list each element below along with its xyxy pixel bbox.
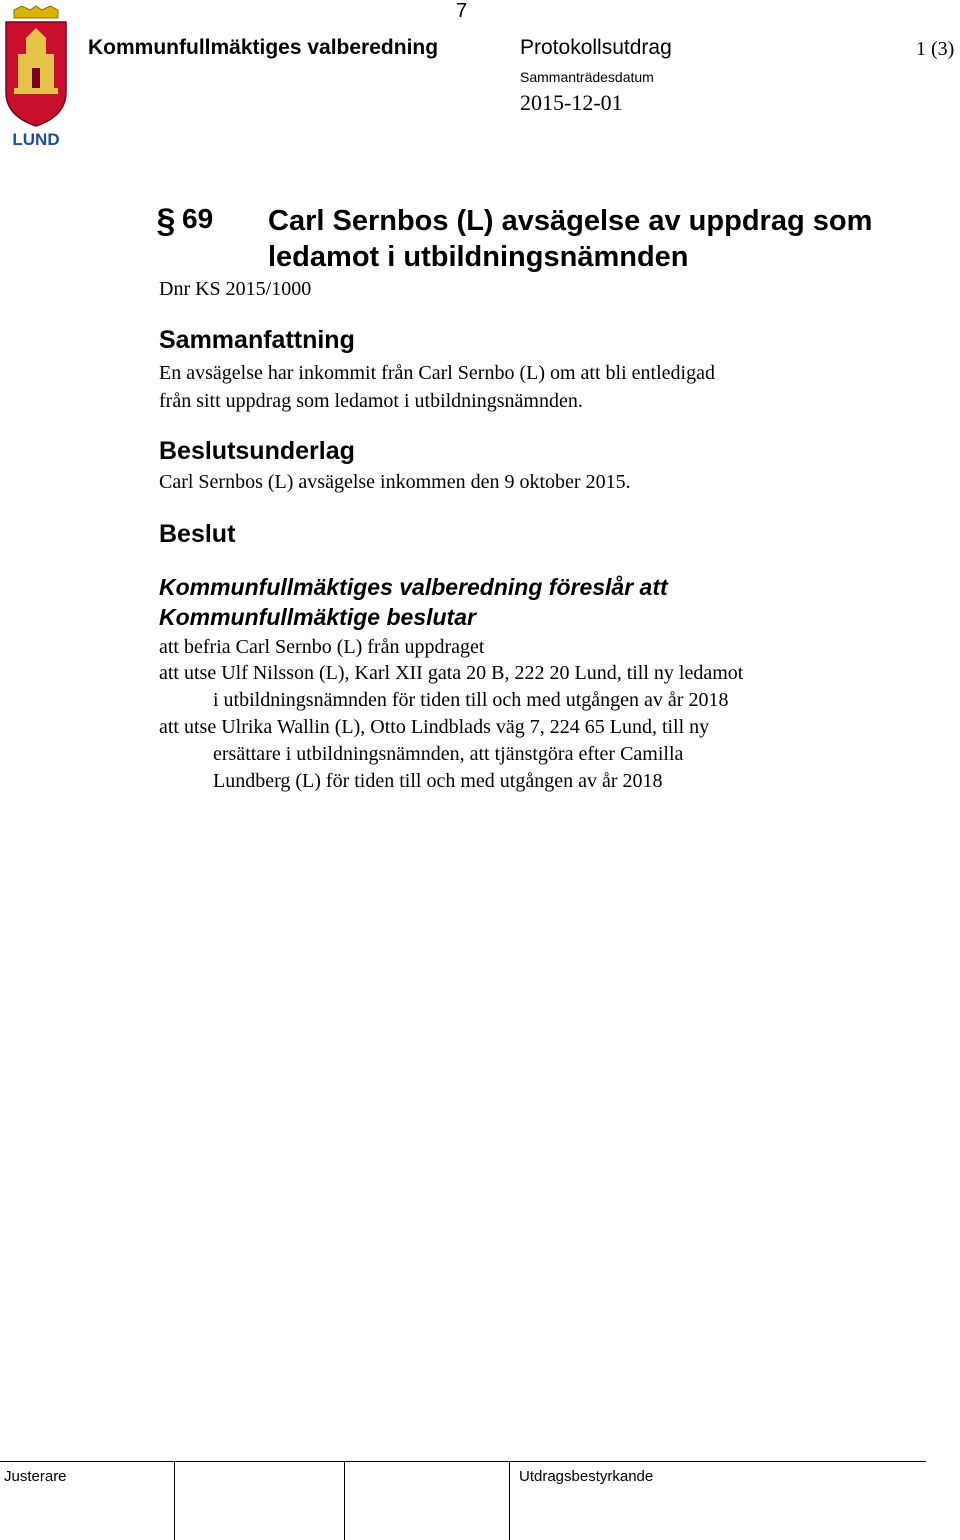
committee-name: Kommunfullmäktiges valberedning xyxy=(88,36,439,59)
signature-box-divider xyxy=(344,1461,345,1540)
footer-divider xyxy=(0,1461,926,1462)
utdragsbestyrkande-label: Utdragsbestyrkande xyxy=(519,1468,654,1485)
decision-clause: att befria Carl Sernbo (L) från uppdraget xyxy=(159,636,485,658)
proposal-heading: Kommunfullmäktige beslutar xyxy=(159,604,476,630)
basis-heading: Beslutsunderlag xyxy=(159,437,355,465)
summary-text-line: En avsägelse har inkommit från Carl Sernbo (L) om att bli entledigad xyxy=(159,362,715,384)
summary-text-line: från sitt uppdrag som ledamot i utbildningsnämnden. xyxy=(159,390,583,412)
proposal-heading: Kommunfullmäktiges valberedning föreslår att xyxy=(159,574,668,600)
item-number: 69 xyxy=(182,203,214,234)
page-number: 7 xyxy=(456,0,468,22)
decision-clause-continuation: ersättare i utbildningsnämnden, att tjänstgöra efter Camilla xyxy=(213,743,684,765)
svg-text:§: § xyxy=(156,202,176,240)
justerare-label: Justerare xyxy=(4,1468,67,1485)
logo-text: LUND xyxy=(12,130,60,149)
section-sign-icon xyxy=(158,202,174,238)
diary-number: Dnr KS 2015/1000 xyxy=(159,278,312,300)
signature-box-divider xyxy=(174,1461,175,1540)
signature-box-divider xyxy=(509,1461,510,1540)
decision-clause: att utse Ulf Nilsson (L), Karl XII gata 20 B, 222 20 Lund, till ny ledamot xyxy=(159,662,744,684)
basis-text: Carl Sernbos (L) avsägelse inkommen den 9 oktober 2015. xyxy=(159,471,631,493)
decision-clause-continuation: i utbildningsnämnden för tiden till och med utgången av år 2018 xyxy=(213,689,729,711)
lund-coat-of-arms-logo xyxy=(4,4,68,149)
meeting-date-label: Sammanträdesdatum xyxy=(520,69,654,85)
page-count: 1 (3) xyxy=(916,38,955,60)
decision-clause-continuation: Lundberg (L) för tiden till och med utgången av år 2018 xyxy=(213,770,663,792)
document-type: Protokollsutdrag xyxy=(520,36,672,59)
meeting-date: 2015-12-01 xyxy=(520,90,623,115)
item-title: Carl Sernbos (L) avsägelse av uppdrag som ledamot i utbildningsnämnden xyxy=(268,205,873,273)
summary-heading: Sammanfattning xyxy=(159,326,355,354)
decision-clause: att utse Ulrika Wallin (L), Otto Lindblads väg 7, 224 65 Lund, till ny xyxy=(159,716,710,738)
decision-heading: Beslut xyxy=(159,520,236,548)
